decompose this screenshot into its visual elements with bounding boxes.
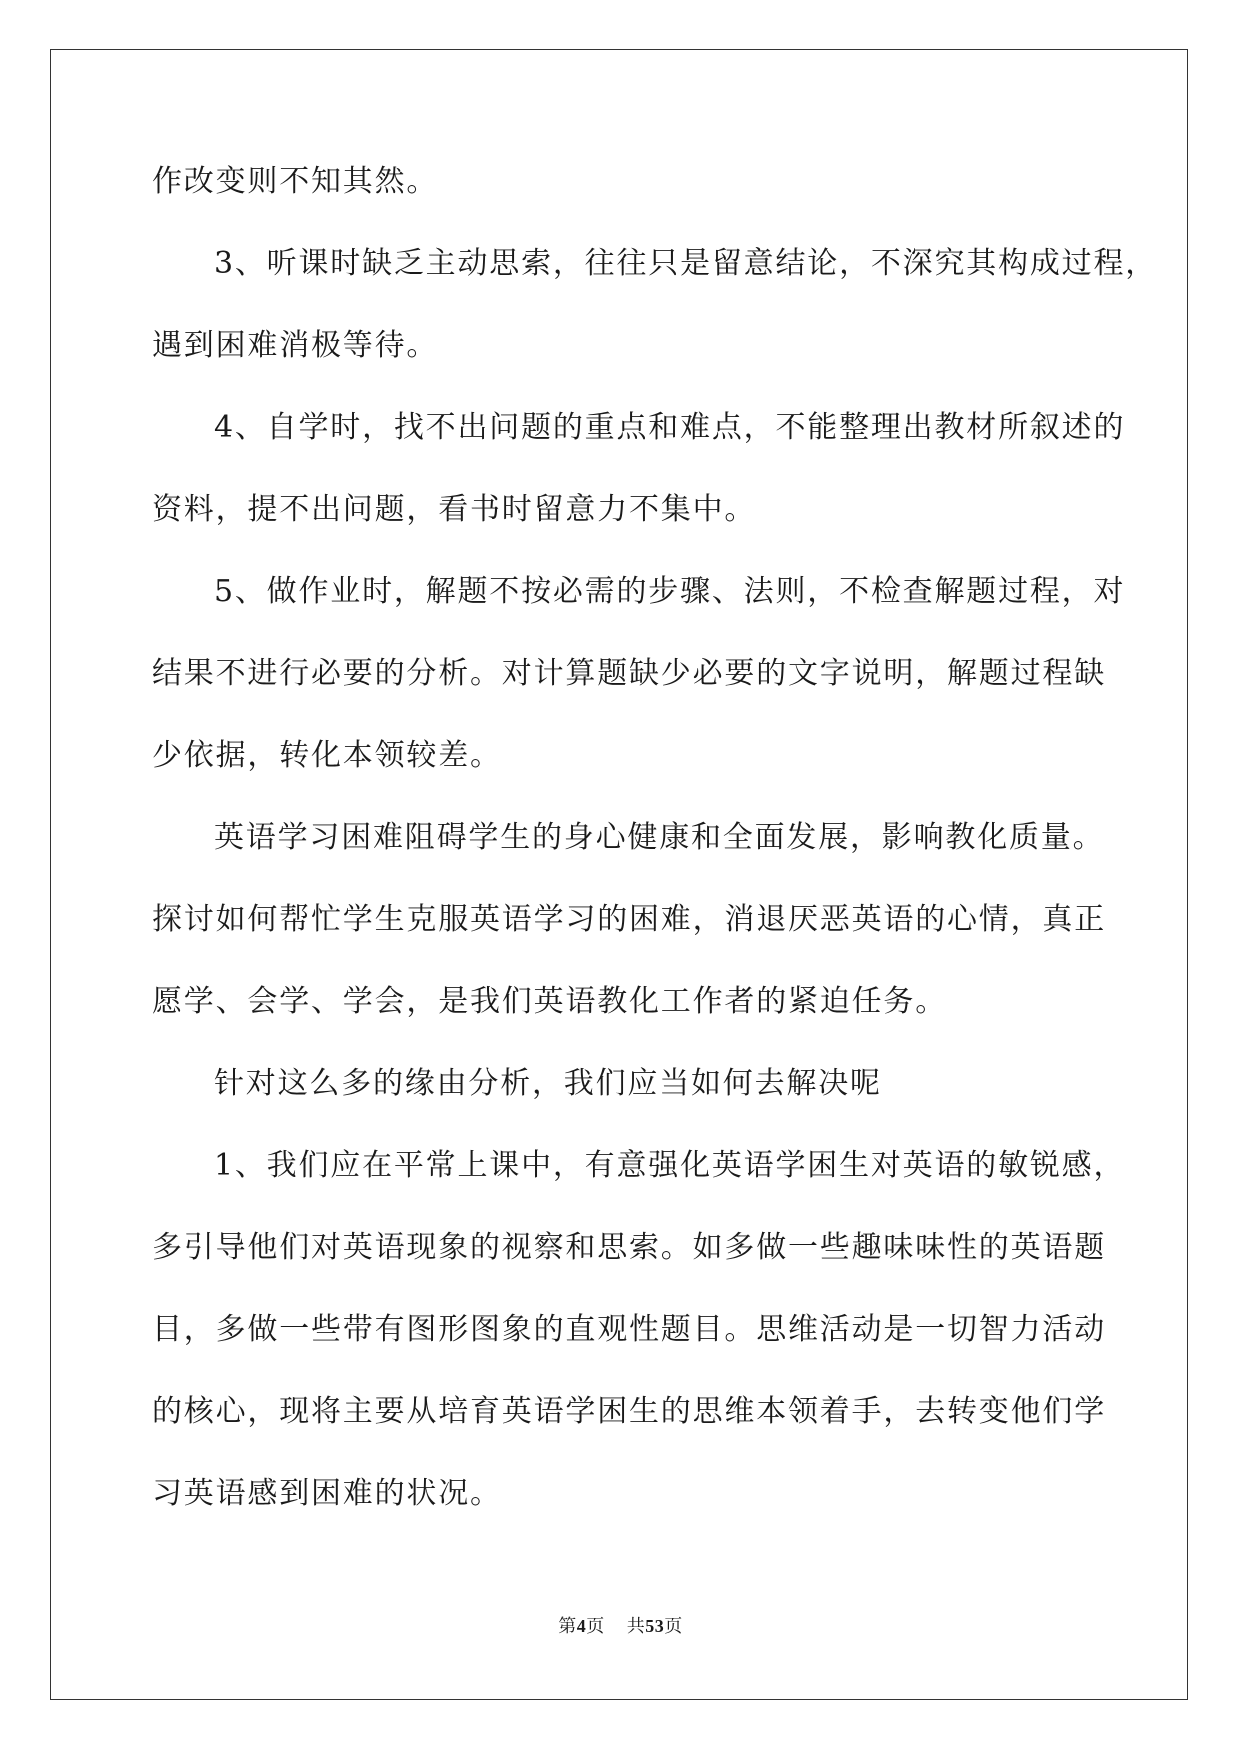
total-prefix: 共	[626, 1616, 646, 1637]
text-line: 多引导他们对英语现象的视察和思索。如多做一些趣味味性的英语题	[152, 1230, 1106, 1265]
text-line: 遇到困难消极等待。	[152, 328, 439, 363]
text-line: 探讨如何帮忙学生克服英语学习的困难，消退厌恶英语的心情，真正	[152, 902, 1106, 937]
text-line: 资料，提不出问题，看书时留意力不集中。	[152, 492, 757, 527]
text-line: 目，多做一些带有图形图象的直观性题目。思维活动是一切智力活动	[152, 1312, 1106, 1347]
page-frame	[50, 49, 1188, 1700]
paragraph-line: 英语学习困难阻碍学生的身心健康和全面发展，影响教化质量。	[214, 820, 1105, 855]
text-line: 的核心，现将主要从培育英语学困生的思维本领着手，去转变他们学	[152, 1394, 1106, 1429]
text-line: 习英语感到困难的状况。	[152, 1476, 502, 1511]
page-number: 4	[576, 1616, 587, 1636]
page-prefix: 第	[558, 1616, 577, 1637]
paragraph-line: 5、做作业时，解题不按必需的步骤、法则，不检查解题过程，对	[214, 574, 1126, 609]
paragraph-line: 4、自学时，找不出问题的重点和难点，不能整理出教材所叙述的	[214, 410, 1126, 445]
total-suffix: 页	[664, 1616, 683, 1637]
page-suffix: 页	[586, 1616, 605, 1637]
total-pages: 53	[645, 1616, 665, 1636]
text-line: 作改变则不知其然。	[152, 164, 439, 199]
paragraph-line: 3、听课时缺乏主动思索，往往只是留意结论，不深究其构成过程，	[214, 246, 1158, 281]
paragraph-line: 1、我们应在平常上课中，有意强化英语学困生对英语的敏锐感，	[214, 1148, 1126, 1183]
paragraph-line: 针对这么多的缘由分析，我们应当如何去解决呢	[214, 1066, 882, 1101]
page-footer	[0, 1612, 1241, 1638]
text-line: 结果不进行必要的分析。对计算题缺少必要的文字说明，解题过程缺	[152, 656, 1106, 691]
text-line: 少依据，转化本领较差。	[152, 738, 502, 773]
text-line: 愿学、会学、学会，是我们英语教化工作者的紧迫任务。	[152, 984, 947, 1019]
